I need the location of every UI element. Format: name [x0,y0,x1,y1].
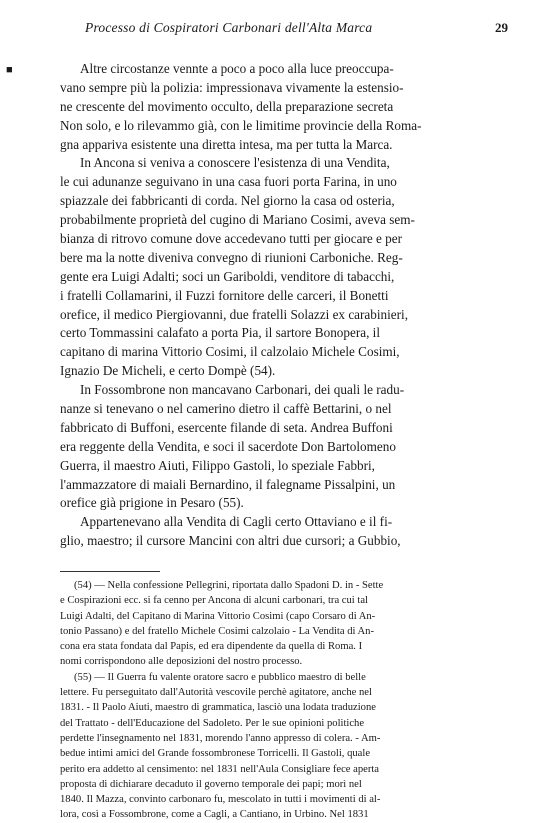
body-line: gna appariva esistente una diretta intesa, ma per tutta la Marca. [60,136,393,152]
body-line: capitano di marina Vittorio Cosimi, il calzolaio Michele Cosimi, [60,344,400,360]
footnote-line: proposta di dichiarare decaduto il governo temporale dei papi; morì nel [60,778,362,790]
body-line: nanze si tenevano o nel camerino dietro il caffè Bettarini, o nel [60,401,392,417]
body-line: orefice, il medico Piergiovanni, due fratelli Solazzi ex carabinieri, [60,306,408,322]
body-line: i fratelli Collamarini, il Fuzzi fornitore delle carceri, il Bonetti [60,287,389,303]
footnote-line: nomi corrispondono alle deposizioni del nostro processo. [60,656,303,668]
body-line: le cui adunanze seguivano in una casa fuori porta Farina, in uno [60,174,397,190]
body-line: orefice già prigione in Pesaro (55). [60,495,244,511]
footnote-line: del Trattato - dell'Educazione del Sadoleto. Per le sue opinioni politiche [60,717,365,729]
footnotes [60,578,500,823]
body-line: bere ma la notte diveniva convegno di riunioni Carboniche. Reg- [60,249,403,265]
footnote-line: e Cospirazioni ecc. si fa cenno per Ancona di alcuni carbonari, tra cui tal [60,595,368,607]
footnote-separator [60,571,160,572]
body-line: vano sempre più la polizia: impressionava vivamente la estensio- [60,79,404,95]
body-line: bianza di ritrovo comune dove accedevano tutti per giocare e per [60,231,402,247]
body-line: spiazzale dei fabbricanti di corda. Nel giorno la casa od osteria, [60,193,395,209]
body-line: probabilmente proprietà del cugino di Mariano Cosimi, aveva sem- [60,212,415,228]
body-line: In Ancona si veniva a conoscere l'esistenza di una Vendita, [80,155,390,171]
page-header [60,18,508,38]
footnote-line: tonio Passano) e del fratello Michele Cosimi calzolaio - La Vendita di An- [60,625,375,637]
body-line: Non solo, e lo rilevammo già, con le limitime provincie della Roma- [60,117,422,133]
margin-mark: ■ [6,64,13,76]
running-title: Processo di Cospiratori Carbonari dell'Alta Marca [85,20,373,35]
footnote-line: perito era addetto al censimento: nel 1831 nell'Aula Consigliare fece aperta [60,763,380,775]
body-line: In Fossombrone non mancavano Carbonari, dei quali le radu- [80,382,405,398]
footnote-line: lettere. Fu perseguitato dall'Autorità vescovile perchè agitatore, anche nel [60,687,372,699]
body-line: fabbricato di Buffoni, esercente filande di seta. Andrea Buffoni [60,419,393,435]
page-number: 29 [495,20,508,35]
footnote-line: 1840. Il Mazza, convinto carbonaro fu, mescolato in tutti i movimenti di al- [60,794,381,806]
body-line: Appartenevano alla Vendita di Cagli certo Ottaviano e il fi- [80,514,393,530]
body-line: era reggente della Vendita, e soci il sacerdote Don Bartolomeno [60,438,396,454]
body-text [60,60,500,551]
body-line: Altre circostanze vennte a poco a poco alla luce preoccupa- [80,61,394,76]
body-line: ne crescente del movimento occulto, della preparazione secreta [60,98,394,114]
footnote-line: lora, così a Fossombrone, come a Cagli, a Cantiano, in Urbino. Nel 1831 [60,809,369,821]
body-line: Ignazio De Micheli, e certo Dompè (54). [60,363,276,379]
footnote-line: (55) — Il Guerra fu valente oratore sacro e pubblico maestro di belle [74,671,366,683]
body-line: Guerra, il maestro Aiuti, Filippo Gastoli, lo speziale Fabbri, [60,457,375,473]
footnote-line: bedue intimi amici del Grande fossombronese Torricelli. Il Gastoli, quale [60,748,371,760]
body-line: certo Tommassini calafato a porta Pia, il sartore Bonopera, il [60,325,380,341]
body-line: glio, maestro; il cursore Mancini con altri due cursori; a Gubbio, [60,533,401,549]
body-line: gente era Luigi Adalti; soci un Gariboldi, venditore di tabacchi, [60,268,395,284]
footnote-line: 1831. - Il Paolo Aiuti, maestro di grammatica, lasciò una lodata traduzione [60,702,376,714]
footnote-line: cona era stata fondata dal Papis, ed era dipendente da quella di Roma. I [60,641,363,653]
footnote-line: Luigi Adalti, del Capitano di Marina Vittorio Cosimi (capo Corsaro di An- [60,610,376,622]
body-line: l'ammazzatore di maiali Bernardino, il falegname Pissalpini, un [60,476,396,492]
footnote-line: (54) — Nella confessione Pellegrini, riportata dallo Spadoni D. in - Sette [74,580,384,591]
footnote-line: perdette l'insegnamento nel 1831, morendo l'anno appresso di colera. - Am- [60,732,381,744]
